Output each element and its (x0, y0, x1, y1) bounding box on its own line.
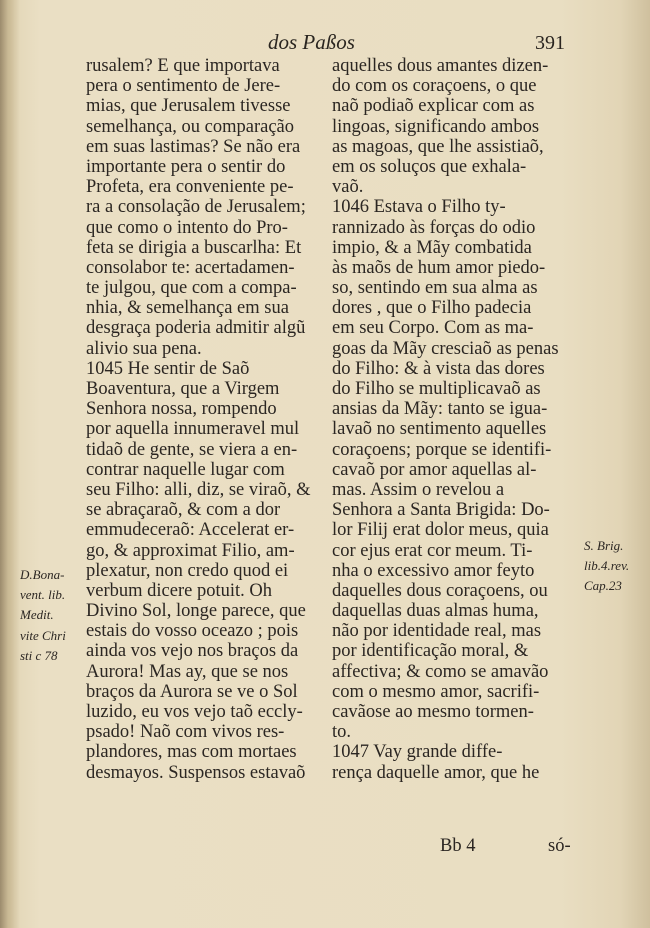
text-line: Aurora! Mas ay, que se nos (86, 661, 289, 682)
text-line: tidaõ de gente, se viera a en- (86, 439, 298, 460)
text-line: braços da Aurora se ve o Sol (86, 681, 298, 702)
text-line: consolabor te: acertadamen- (86, 257, 295, 278)
margin-note-line: D.Bona- (20, 567, 65, 582)
catchword: só- (548, 836, 571, 856)
text-line: goas da Mãy cresciaõ as penas (332, 338, 559, 359)
text-line: cor ejus erat cor meum. Ti- (332, 540, 533, 561)
text-line: aquelles dous amantes dizen- (332, 56, 549, 76)
text-line: estais do vosso oceazo ; pois (86, 621, 299, 642)
text-line: se abraçaraõ, & com a dor (86, 500, 281, 521)
left-column (86, 56, 322, 783)
text-line: cavaõ por amor aquellas al- (332, 459, 537, 480)
text-line: em suas lastimas? Se não era (86, 136, 301, 157)
text-line: as magoas, que lhe assistiaõ, (332, 136, 544, 157)
text-line: alivio sua pena. (86, 338, 202, 359)
text-line: às maõs de hum amor piedo- (332, 257, 546, 278)
text-line: seu Filho: alli, diz, se viraõ, & (86, 479, 311, 500)
text-line: vaõ. (332, 177, 364, 198)
text-line: te julgou, que com a compa- (86, 278, 297, 299)
text-line: Boaventura, que a Virgem (86, 379, 280, 399)
text-line: mas. Assim o revelou a (332, 479, 505, 500)
margin-note-line: sti c 78 (20, 647, 58, 663)
text-line: dores , que o Filho padecia (332, 298, 532, 319)
text-line: em os soluços que exhala- (332, 156, 527, 177)
text-line: desmayos. Suspensos estavaõ (86, 762, 306, 783)
text-line: pera o sentimento de Jere- (86, 76, 281, 97)
page-number: 391 (535, 32, 565, 54)
text-line: plandores, mas com mortaes (86, 742, 297, 763)
text-line: verbum dicere potuit. Oh (86, 580, 272, 601)
text-line: naõ podiaõ explicar com as (332, 96, 535, 117)
text-line: lingoas, significando ambos (332, 116, 540, 137)
signature-mark: Bb 4 (440, 836, 476, 856)
text-line: do Filho: & à vista das dores (332, 358, 545, 379)
text-line: por aquella innumeravel mul (86, 419, 300, 440)
text-line: não por identidade real, mas (332, 621, 542, 642)
page-footer (0, 836, 650, 860)
text-line: rusalem? E que importava (86, 56, 280, 76)
text-line: nhia, & semelhança em sua (86, 298, 289, 319)
text-line: em seu Corpo. Com as ma- (332, 318, 534, 339)
text-line: rannizado às forças do odio (332, 217, 536, 238)
text-line: importante pera o sentir do (86, 156, 286, 177)
text-line: rença daquelle amor, que he (332, 762, 540, 783)
text-line: ansias da Mãy: tanto se igua- (332, 399, 548, 420)
text-line: por identificação moral, & (332, 641, 529, 662)
text-line: desgraça poderia admitir algũ (86, 318, 306, 339)
text-line: mias, que Jerusalem tivesse (86, 96, 291, 117)
text-line: semelhança, ou comparação (86, 116, 295, 137)
left-margin-note (20, 567, 84, 668)
text-line: emmudeceraõ: Accelerat er- (86, 520, 295, 541)
text-line: impio, & a Mãy combatida (332, 237, 532, 258)
text-line: Profeta, era conveniente pe- (86, 177, 294, 198)
page-gutter (0, 0, 20, 928)
text-line: daquelles dous coraçoens, ou (332, 580, 548, 601)
margin-note-line: S. Brig. (584, 538, 624, 553)
text-line: feta se dirigia a buscarlha: Et (86, 237, 302, 258)
text-line: cavãose ao mesmo tormen- (332, 702, 534, 722)
text-line: lavaõ no sentimento aquelles (332, 419, 547, 440)
text-line: nha o excessivo amor feyto (332, 560, 535, 581)
margin-note-line: Medit. (20, 607, 54, 623)
text-line: luzido, eu vos vejo taõ eccly- (86, 702, 303, 722)
text-line: so, sentindo em sua alma as (332, 278, 538, 299)
right-margin-note (584, 538, 650, 599)
text-line: 1046 Estava o Filho ty- (332, 197, 506, 218)
margin-note-line: lib.4.rev. (584, 558, 630, 574)
text-line: to. (332, 722, 352, 743)
text-line: contrar naquelle lugar com (86, 459, 285, 480)
margin-note-line: vent. lib. (20, 587, 66, 603)
text-line: Divino Sol, longe parece, que (86, 601, 306, 622)
text-line: go, & approximat Filio, am- (86, 540, 295, 561)
margin-note-line: Cap.23 (584, 578, 622, 594)
text-line: daquellas duas almas huma, (332, 601, 539, 622)
text-line: 1047 Vay grande diffe- (332, 742, 503, 763)
margin-note-line: vite Chri (20, 627, 66, 643)
text-line: do Filho se multiplicavaõ as (332, 379, 541, 399)
text-line: que como o intento do Pro- (86, 217, 288, 238)
text-line: 1045 He sentir de Saõ (86, 358, 250, 379)
text-line: coraçoens; porque se identifi- (332, 439, 552, 460)
text-line: ra a consolação de Jerusalem; (86, 197, 306, 218)
text-line: psado! Naõ com vivos res- (86, 722, 285, 743)
text-line: affectiva; & como se amavão (332, 661, 549, 682)
right-column (332, 56, 584, 783)
running-title: dos Paßos (268, 30, 355, 54)
text-line: lor Filij erat dolor meus, quia (332, 520, 549, 541)
text-line: Senhora nossa, rompendo (86, 399, 277, 420)
text-line: do com os coraçoens, o que (332, 76, 537, 97)
text-line: Senhora a Santa Brigida: Do- (332, 500, 550, 521)
text-line: plexatur, non credo quod ei (86, 560, 289, 581)
text-line: ainda vos vejo nos braços da (86, 641, 299, 662)
page-header (0, 30, 650, 58)
text-line: com o mesmo amor, sacrifi- (332, 681, 540, 702)
